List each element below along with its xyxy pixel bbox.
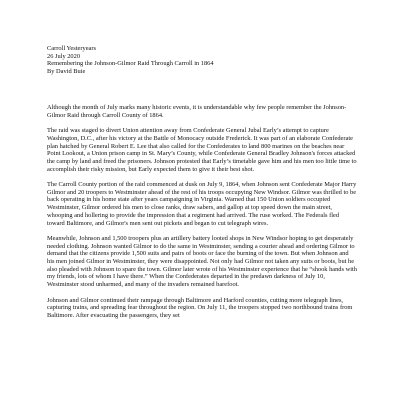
article-title: Remembering the Johnson-Gilmor Raid Through Carroll in 1864 (47, 60, 214, 68)
article-date: 26 July 2020 (47, 52, 81, 60)
paragraph-1: Although the month of July marks many historic events, it is understandable why few people remember the Johnson-Gilmor Raid through Carroll County of 1864. (47, 104, 347, 119)
paragraph-2: The raid was staged to divert Union attention away from Confederate General Jubal Early’s attempt to capture Washington, D.C., after his victory at the Battle of Monocacy outside Frederick. It was part of an elaborate Confederate plan hatched by General Robert E. Lee that also called for the Confederates to land 800 marines on the beaches near Point Lookout, a Union prison camp in St. Mary’s County, while Confederate General Bradley Johnson's forces attacked the camp by land and freed the prisoners. Johnson protested that Early’s timetable gave him and his men too little time to accomplish their risky mission, but Early expected them to give it their best shot. (47, 127, 357, 173)
article-header (47, 45, 347, 76)
paragraph-3: The Carroll County portion of the raid commenced at dusk on July 9, 1864, when Johnson sent Confederate Major Harry Gilmor and 20 troopers to Westminster ahead of the rest of his troops occupying New Windsor. Gilmor was thrilled to be back operating in his home state after years campaigning in Virginia. Warned that 150 Union soldiers occupied Westminster, Gilmor ordered his men to close ranks, draw sabers, and gallop at top speed down the main street, whooping and hollering to provide the impression that a regiment had arrived. The ruse worked. The Federals fled toward Baltimore, and Gilmor's men sent out pickets and began to cut telegraph wires. (47, 181, 357, 227)
paragraph-5: Johnson and Gilmor continued their rampage through Baltimore and Harford counties, cutting more telegraph lines, capturing trains, and spreading fear throughout the region. On July 11, the troopers stopped two northbound trains from Baltimore. After evacuating the passengers, they set (47, 296, 353, 319)
paragraph-4: Meanwhile, Johnson and 1,500 troopers plus an artillery battery looted shops in New Windsor hoping to get desperately needed clothing. Johnson wanted Gilmor to do the same in Westminster, sending a courier ahead and ordering Gilmor to demand that the citizens provide 1,500 suits and pairs of boots or face the burning of the town. But when Johnson and his men joined Gilmor in Westminster, they were disappointed. Not only had Gilmor not taken any suits or boots, but he also pleaded with Johnson to spare the town. Gilmor later wrote of his Westminster experience that he “shook hands with my friends, lots of whom I have there.” When the Confederates departed in the predawn darkness of July 10, Westminster stood unharmed, and many of the invaders remained barefoot. (47, 234, 357, 289)
publication-name: Carroll Yesteryears (47, 45, 96, 52)
article-byline: By David Buie (47, 68, 86, 76)
article-body (47, 104, 357, 327)
